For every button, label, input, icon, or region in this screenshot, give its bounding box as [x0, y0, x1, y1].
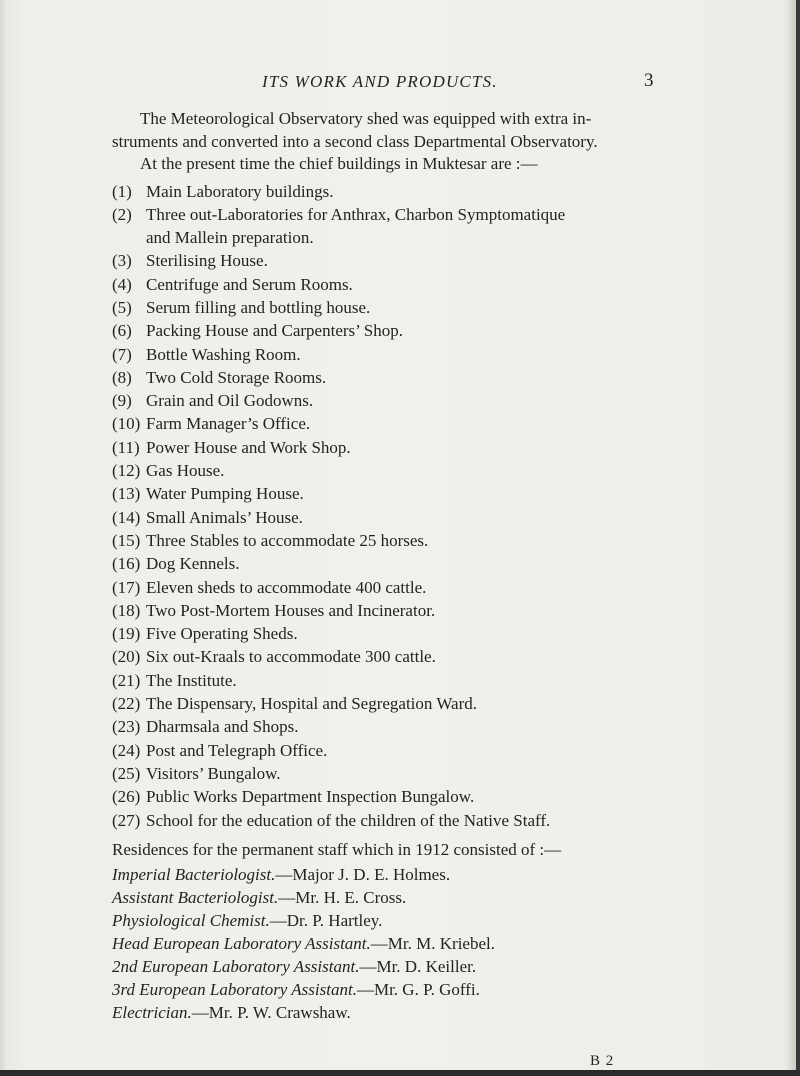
building-text: Gas House.: [146, 461, 225, 481]
building-item: [112, 739, 762, 762]
building-item: [112, 412, 762, 435]
building-number: (13): [112, 484, 141, 504]
building-item: [112, 599, 762, 622]
building-item: [112, 203, 762, 250]
building-item: [112, 809, 762, 832]
building-text: The Dispensary, Hospital and Segregation Ward.: [146, 694, 477, 714]
building-text: Two Cold Storage Rooms.: [146, 367, 327, 387]
staff-role: Physiological Chemist.: [112, 910, 270, 930]
building-number: (25): [112, 763, 141, 783]
building-item: [112, 576, 762, 599]
building-text: Farm Manager’s Office.: [146, 414, 311, 434]
building-text: School for the education of the children of the Native Staff.: [146, 810, 551, 830]
building-number: (9): [112, 391, 132, 411]
building-number: (14): [112, 507, 141, 527]
building-text: Water Pumping House.: [146, 484, 304, 504]
building-number: (7): [112, 344, 132, 364]
building-item: [112, 762, 762, 785]
building-number: (18): [112, 600, 141, 620]
staff-role: 3rd European Laboratory Assistant.: [112, 979, 357, 999]
staff-name: —Mr. H. E. Cross.: [278, 887, 407, 907]
staff-role: Imperial Bacteriologist.: [112, 864, 276, 884]
staff-role: Electrician.: [112, 1002, 192, 1022]
building-item: [112, 273, 762, 296]
building-number: (1): [112, 181, 132, 201]
page-body: [112, 108, 762, 1024]
staff-role: Head European Laboratory Assistant.: [112, 933, 371, 953]
building-item: [112, 506, 762, 529]
staff-list: [112, 863, 762, 1024]
building-text: Dog Kennels.: [146, 554, 240, 574]
buildings-list: [112, 180, 762, 832]
staff-name: —Major J. D. E. Holmes.: [275, 864, 451, 884]
building-text: Serum filling and bottling house.: [146, 297, 371, 317]
building-number: (5): [112, 297, 132, 317]
building-text: Five Operating Sheds.: [146, 624, 298, 644]
building-item: [112, 249, 762, 272]
staff-entry: [112, 932, 762, 955]
staff-name: —Dr. P. Hartley.: [269, 910, 383, 930]
page-edge-shadow: [786, 0, 796, 1076]
building-text: Three Stables to accommodate 25 horses.: [146, 530, 429, 550]
page-gutter-shadow: [0, 0, 6, 1076]
building-item: [112, 645, 762, 668]
building-number: (16): [112, 554, 141, 574]
building-text: Visitors’ Bungalow.: [146, 763, 281, 783]
staff-entry: [112, 1001, 762, 1024]
building-item: [112, 389, 762, 412]
building-text: Three out-Laboratories for Anthrax, Charbon Symptomatique: [146, 204, 566, 224]
page-bottom-edge: [0, 1070, 800, 1076]
signature-mark: B 2: [590, 1053, 615, 1069]
building-text: Eleven sheds to accommodate 400 cattle.: [146, 577, 427, 597]
building-item: [112, 343, 762, 366]
building-item: [112, 482, 762, 505]
building-text: Grain and Oil Godowns.: [146, 391, 314, 411]
staff-role: Assistant Bacteriologist.: [112, 887, 279, 907]
staff-entry: [112, 978, 762, 1001]
building-text: Sterilising House.: [146, 251, 268, 271]
building-text: Public Works Department Inspection Bungalow.: [146, 787, 475, 807]
building-text: Post and Telegraph Office.: [146, 740, 328, 760]
building-text: The Institute.: [146, 670, 237, 690]
building-item: [112, 180, 762, 203]
staff-entry: [112, 955, 762, 978]
staff-name: —Mr. G. P. Goffi.: [356, 979, 480, 999]
building-item: [112, 366, 762, 389]
building-text: Bottle Washing Room.: [146, 344, 301, 364]
building-item: [112, 436, 762, 459]
building-number: (11): [112, 437, 140, 457]
building-number: (20): [112, 647, 141, 667]
residences-line: Residences for the permanent staff which in 1912 consisted of :—: [112, 839, 562, 859]
building-item: [112, 669, 762, 692]
building-number: (21): [112, 670, 141, 690]
intro-line: The Meteorological Observatory shed was equipped with extra in-: [140, 109, 592, 128]
building-text: Main Laboratory buildings.: [146, 181, 334, 201]
building-number: (12): [112, 461, 141, 481]
building-text: Small Animals’ House.: [146, 507, 303, 527]
building-text: Centrifuge and Serum Rooms.: [146, 274, 353, 294]
building-number: (2): [112, 204, 132, 224]
building-item: [112, 459, 762, 482]
intro-line: At the present time the chief buildings in Muktesar are :—: [140, 154, 538, 173]
building-text: Six out-Kraals to accommodate 300 cattle.: [146, 647, 436, 667]
building-number: (3): [112, 251, 132, 271]
building-item: [112, 552, 762, 575]
building-number: (15): [112, 530, 141, 550]
building-item: [112, 622, 762, 645]
building-text: Dharmsala and Shops.: [146, 717, 299, 737]
building-number: (17): [112, 577, 141, 597]
staff-entry: [112, 886, 762, 909]
page-edge-dark: [796, 0, 800, 1076]
building-item: [112, 529, 762, 552]
building-item: [112, 785, 762, 808]
building-item: [112, 715, 762, 738]
building-item: [112, 296, 762, 319]
running-head-title: ITS WORK AND PRODUCTS.: [262, 72, 498, 91]
building-item: [112, 319, 762, 342]
intro-paragraph: [112, 108, 762, 176]
building-text: Packing House and Carpenters’ Shop.: [146, 321, 403, 341]
building-text: Two Post-Mortem Houses and Incinerator.: [146, 600, 436, 620]
staff-name: —Mr. D. Keiller.: [359, 956, 477, 976]
building-number: (6): [112, 321, 132, 341]
building-number: (8): [112, 367, 132, 387]
staff-name: —Mr. P. W. Crawshaw.: [191, 1002, 351, 1022]
building-number: (27): [112, 810, 141, 830]
running-head: [0, 72, 800, 96]
building-number: (19): [112, 624, 141, 644]
building-text-continuation: and Mallein preparation.: [146, 228, 314, 248]
building-number: (23): [112, 717, 141, 737]
building-number: (24): [112, 740, 141, 760]
building-number: (22): [112, 694, 141, 714]
building-number: (10): [112, 414, 141, 434]
building-item: [112, 692, 762, 715]
building-text: Power House and Work Shop.: [146, 437, 351, 457]
building-number: (4): [112, 274, 132, 294]
page-number: 3: [644, 70, 654, 91]
staff-role: 2nd European Laboratory Assistant.: [112, 956, 360, 976]
intro-line: struments and converted into a second class Departmental Observatory.: [112, 131, 598, 151]
staff-entry: [112, 909, 762, 932]
staff-entry: [112, 863, 762, 886]
staff-name: —Mr. M. Kriebel.: [370, 933, 495, 953]
building-number: (26): [112, 787, 141, 807]
